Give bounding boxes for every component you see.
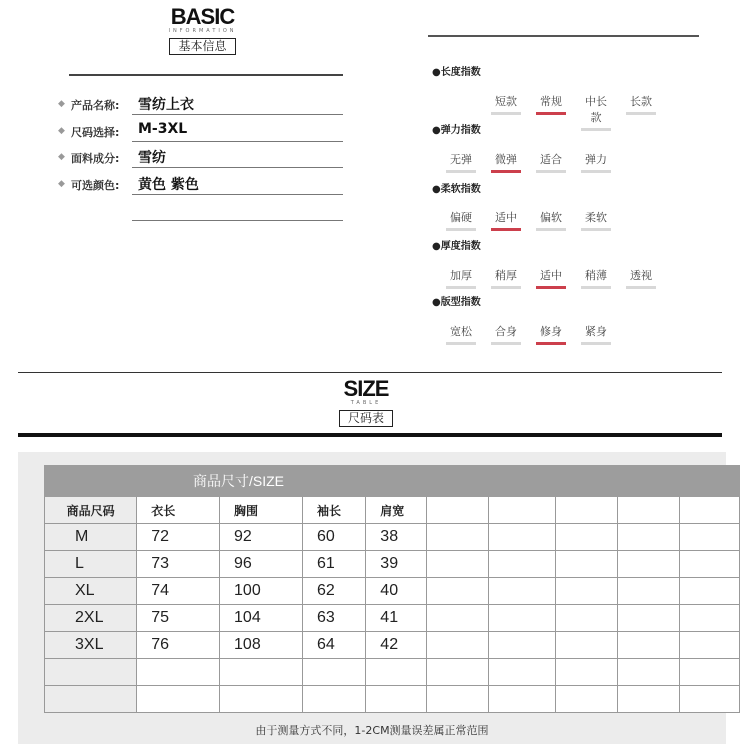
- table-cell: [680, 551, 740, 578]
- indicator-option-label: 偏软: [540, 211, 562, 224]
- table-header-cell: 胸围: [220, 497, 303, 524]
- indicator-bar: [491, 342, 521, 345]
- indicator-bar: [491, 286, 521, 289]
- info-row: [58, 95, 343, 115]
- table-cell: [556, 605, 618, 632]
- table-cell: [618, 632, 680, 659]
- info-underline: [132, 141, 343, 142]
- table-cell: [618, 659, 680, 686]
- table-cell: [303, 659, 366, 686]
- table-caption: 商品尺寸/SIZE: [45, 466, 740, 497]
- indicator-option-label: 修身: [540, 325, 562, 338]
- info-row: [58, 148, 343, 168]
- indicator-bar: [446, 286, 476, 289]
- table-header-cell: [618, 497, 680, 524]
- info-value: M-3XL: [138, 121, 188, 137]
- basic-subtitle: INFORMATION: [168, 28, 237, 34]
- info-value: 雪纺上衣: [138, 97, 194, 113]
- table-cell: 74: [137, 578, 220, 605]
- table-cell: 40: [366, 578, 426, 605]
- table-cell: [426, 686, 488, 713]
- info-row: [58, 122, 343, 142]
- table-header-row: [45, 497, 740, 524]
- indicator-option-label: 中长款: [585, 95, 607, 124]
- indicator-option: [581, 209, 611, 231]
- indicator-option: [536, 323, 566, 345]
- table-cell: [618, 578, 680, 605]
- table-cell: 73: [137, 551, 220, 578]
- info-value: 黄色 紫色: [138, 177, 199, 193]
- table-cell: 2XL: [45, 605, 137, 632]
- size-footnote: 由于测量方式不同，1-2CM测量误差属正常范围: [255, 724, 489, 737]
- indicator-option-label: 无弹: [450, 153, 472, 166]
- table-cell: 108: [220, 632, 303, 659]
- table-cell: 63: [303, 605, 366, 632]
- table-cell: 76: [137, 632, 220, 659]
- table-header-cell: 袖长: [303, 497, 366, 524]
- indicator-bar: [491, 112, 521, 115]
- diamond-bullet-icon: ◆: [58, 152, 65, 162]
- table-cell: 39: [366, 551, 426, 578]
- indicator-option-label: 加厚: [450, 269, 472, 282]
- table-row: [45, 605, 740, 632]
- info-underline: [132, 167, 343, 168]
- table-cell: 75: [137, 605, 220, 632]
- indicator-selected-bar: [536, 112, 566, 115]
- divider-right: [428, 35, 699, 37]
- table-cell: [488, 578, 556, 605]
- table-cell: 41: [366, 605, 426, 632]
- table-cell: 64: [303, 632, 366, 659]
- indicator-option-label: 适中: [495, 211, 517, 224]
- info-value: 雪纺: [138, 150, 166, 166]
- table-cell: [426, 605, 488, 632]
- table-cell: [366, 686, 426, 713]
- indicator-selected-bar: [491, 170, 521, 173]
- table-cell: [220, 659, 303, 686]
- table-cell: [488, 605, 556, 632]
- indicator-option-label: 常规: [540, 95, 562, 108]
- table-cell: [426, 524, 488, 551]
- indicator-bar: [446, 342, 476, 345]
- table-cell: 60: [303, 524, 366, 551]
- table-row: [45, 686, 740, 713]
- indicator-bar: [581, 228, 611, 231]
- indicator-bar: [536, 228, 566, 231]
- table-cell: [488, 524, 556, 551]
- indicator-option-label: 柔软: [585, 211, 607, 224]
- table-cell: [680, 686, 740, 713]
- indicator-option-label: 适中: [540, 269, 562, 282]
- size-divider-bottom: [18, 433, 722, 437]
- info-label: 尺码选择:: [71, 126, 120, 139]
- indicator-title: ●厚度指数: [432, 241, 481, 252]
- table-cell: [618, 551, 680, 578]
- indicator-bar: [581, 342, 611, 345]
- table-cell: L: [45, 551, 137, 578]
- indicator-option: [536, 267, 566, 289]
- table-cell: [366, 659, 426, 686]
- table-cell: [488, 632, 556, 659]
- table-cell: [556, 632, 618, 659]
- indicator-option: [491, 209, 521, 231]
- size-divider-top: [18, 372, 722, 373]
- size-boxed-label: 尺码表: [339, 410, 393, 427]
- table-header-cell: [556, 497, 618, 524]
- indicator-option: [491, 267, 521, 289]
- table-row: [45, 551, 740, 578]
- table-cell: 104: [220, 605, 303, 632]
- table-row: [45, 524, 740, 551]
- indicator-option-label: 弹力: [585, 153, 607, 166]
- table-cell: [45, 686, 137, 713]
- indicator-option: [581, 93, 611, 131]
- indicator-option: [491, 93, 521, 115]
- table-cell: 96: [220, 551, 303, 578]
- table-cell: [680, 632, 740, 659]
- table-cell: [426, 659, 488, 686]
- size-header: [330, 378, 402, 427]
- table-row: [45, 659, 740, 686]
- diamond-bullet-icon: ◆: [58, 126, 65, 136]
- table-cell: [618, 686, 680, 713]
- indicator-bar: [626, 286, 656, 289]
- table-cell: M: [45, 524, 137, 551]
- table-row: [45, 578, 740, 605]
- info-underline: [132, 194, 343, 195]
- table-cell: [618, 524, 680, 551]
- table-cell: [556, 686, 618, 713]
- table-cell: 61: [303, 551, 366, 578]
- indicator-option-label: 短款: [495, 95, 517, 108]
- indicator-option-label: 紧身: [585, 325, 607, 338]
- table-cell: [556, 578, 618, 605]
- table-header-cell: 肩宽: [366, 497, 426, 524]
- indicator-option: [626, 267, 656, 289]
- table-cell: [303, 686, 366, 713]
- indicator-option: [491, 151, 521, 173]
- table-cell: [426, 551, 488, 578]
- table-header-cell: 衣长: [137, 497, 220, 524]
- table-header-cell: [680, 497, 740, 524]
- indicator-selected-bar: [491, 228, 521, 231]
- basic-title: BASIC: [170, 4, 235, 29]
- indicator-option: [446, 323, 476, 345]
- table-header-cell: [426, 497, 488, 524]
- indicator-bar: [536, 170, 566, 173]
- indicator-bar: [581, 286, 611, 289]
- indicator-option-label: 宽松: [450, 325, 472, 338]
- info-underline: [132, 114, 343, 115]
- indicator-option: [581, 323, 611, 345]
- indicator-title: ●长度指数: [432, 67, 481, 78]
- table-cell: [137, 686, 220, 713]
- table-cell: [488, 686, 556, 713]
- basic-boxed-label: 基本信息: [169, 38, 235, 55]
- table-cell: [556, 551, 618, 578]
- table-cell: 100: [220, 578, 303, 605]
- size-table: [44, 465, 740, 713]
- table-cell: [220, 686, 303, 713]
- table-cell: XL: [45, 578, 137, 605]
- size-subtitle: TABLE: [350, 400, 382, 406]
- table-cell: [618, 605, 680, 632]
- table-cell: 42: [366, 632, 426, 659]
- indicator-title: ●柔软指数: [432, 184, 481, 195]
- table-cell: 92: [220, 524, 303, 551]
- table-cell: 62: [303, 578, 366, 605]
- table-cell: [426, 632, 488, 659]
- indicator-option-label: 透视: [630, 269, 652, 282]
- indicator-option: [536, 209, 566, 231]
- info-row: [58, 175, 343, 195]
- indicator-option: [446, 151, 476, 173]
- table-cell: [680, 578, 740, 605]
- indicator-option: [581, 267, 611, 289]
- table-cell: [556, 524, 618, 551]
- table-cell: [680, 524, 740, 551]
- indicator-bar: [446, 170, 476, 173]
- indicator-selected-bar: [536, 342, 566, 345]
- indicator-option-label: 稍薄: [585, 269, 607, 282]
- size-title: SIZE: [343, 376, 389, 401]
- table-header-cell: 商品尺码: [45, 497, 137, 524]
- divider-left: [69, 74, 343, 76]
- indicator-option: [446, 209, 476, 231]
- table-caption-row: [45, 466, 740, 497]
- table-cell: 3XL: [45, 632, 137, 659]
- diamond-bullet-icon: ◆: [58, 179, 65, 189]
- table-cell: [137, 659, 220, 686]
- indicator-option: [581, 151, 611, 173]
- table-cell: [488, 551, 556, 578]
- info-label: 产品名称:: [71, 99, 120, 112]
- indicator-option: [446, 267, 476, 289]
- indicator-bar: [626, 112, 656, 115]
- indicator-bar: [581, 128, 611, 131]
- indicator-option-label: 长款: [630, 95, 652, 108]
- table-cell: [426, 578, 488, 605]
- table-cell: 72: [137, 524, 220, 551]
- info-label: 面料成分:: [71, 152, 120, 165]
- info-label: 可选颜色:: [71, 179, 120, 192]
- indicator-option-label: 稍厚: [495, 269, 517, 282]
- table-cell: [556, 659, 618, 686]
- indicator-option: [536, 93, 566, 115]
- table-row: [45, 632, 740, 659]
- diamond-bullet-icon: ◆: [58, 99, 65, 109]
- indicator-title: ●版型指数: [432, 297, 481, 308]
- indicator-option: [536, 151, 566, 173]
- basic-header: [160, 6, 245, 55]
- indicator-option-label: 适合: [540, 153, 562, 166]
- table-cell: [680, 659, 740, 686]
- indicator-option-label: 合身: [495, 325, 517, 338]
- indicator-option: [626, 93, 656, 115]
- indicator-bar: [581, 170, 611, 173]
- indicator-option: [491, 323, 521, 345]
- indicator-bar: [446, 228, 476, 231]
- indicator-selected-bar: [536, 286, 566, 289]
- table-cell: 38: [366, 524, 426, 551]
- table-cell: [488, 659, 556, 686]
- indicator-option-label: 偏硬: [450, 211, 472, 224]
- info-extra-line: [132, 220, 343, 221]
- table-cell: [45, 659, 137, 686]
- table-cell: [680, 605, 740, 632]
- indicator-title: ●弹力指数: [432, 125, 481, 136]
- table-header-cell: [488, 497, 556, 524]
- indicator-option-label: 微弹: [495, 153, 517, 166]
